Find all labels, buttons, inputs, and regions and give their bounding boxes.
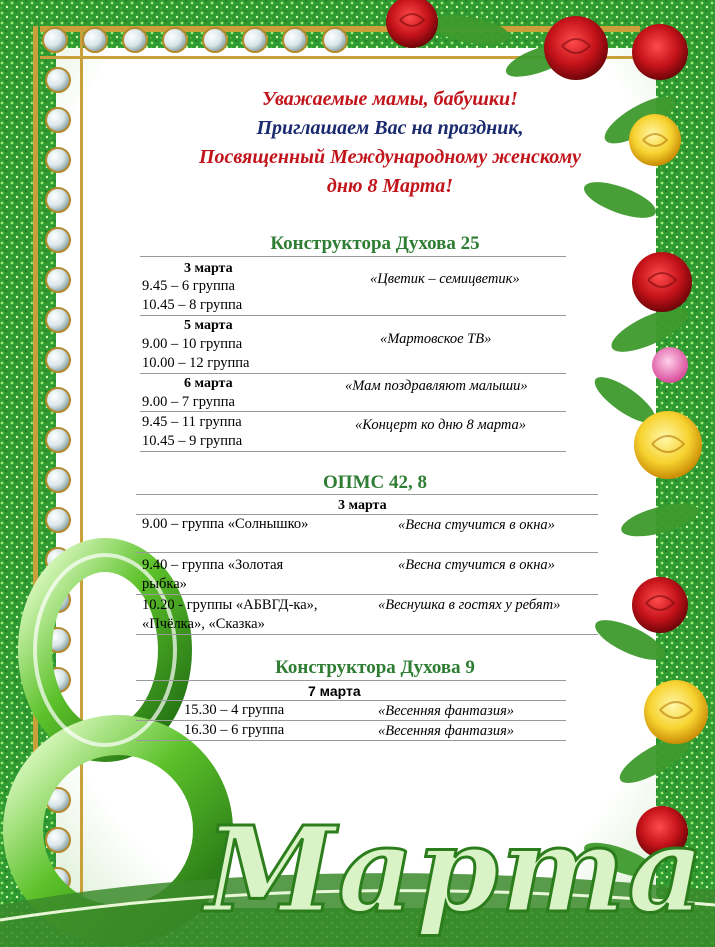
date-label: 5 марта [184,318,233,333]
divider [140,373,566,374]
divider [136,680,566,681]
event-name: «Веснушка в гостях у ребят» [378,597,561,613]
divider [140,256,566,257]
schedule-time: 9.40 – группа «Золотая [142,557,284,573]
event-name: «Концерт ко дню 8 марта» [355,417,527,433]
divider [136,740,566,741]
schedule-time: 15.30 – 4 группа [184,702,285,718]
heading-line-2: Приглашаем Вас на праздник, [256,117,524,139]
schedule-time: 9.00 – 7 группа [142,394,235,410]
schedule-time: 9.45 – 11 группа [142,414,242,430]
schedule-time: 9.45 – 6 группа [142,278,235,294]
heading-line-1: Уважаемые мамы, бабушки! [262,88,518,110]
event-name: «Мам поздравляют малыши» [345,378,528,394]
divider [140,315,566,316]
event-name: «Цветик – семицветик» [370,271,520,287]
date-label: 7 марта [308,683,361,699]
section-title-2: ОПМС 42, 8 [323,472,427,493]
heading-line-3: Посвященный Международному женскому [198,146,582,168]
event-name: «Весна стучится в окна» [398,517,555,533]
divider [136,634,598,635]
schedule-time: 9.00 – 10 группа [142,336,243,352]
schedule-time: 10.45 – 8 группа [142,297,243,313]
divider [136,594,598,595]
schedule-time: 16.30 – 6 группа [184,722,285,738]
schedule-time: 10.00 – 12 группа [142,355,250,371]
event-name: «Весна стучится в окна» [398,557,555,573]
date-label: 3 марта [184,261,233,276]
date-label: 6 марта [184,376,233,391]
divider [136,700,566,701]
schedule-time: рыбка» [142,576,187,592]
schedule-time: 10.45 – 9 группа [142,433,243,449]
heading-line-4: дню 8 Марта! [326,175,454,197]
event-name: «Весенняя фантазия» [378,723,515,739]
schedule-time: 9.00 – группа «Солнышко» [142,516,309,532]
divider [140,451,566,452]
date-label: 3 марта [338,498,387,513]
divider [136,494,598,495]
event-name: «Мартовское ТВ» [380,331,492,347]
divider [136,514,598,515]
divider [136,720,566,721]
event-name: «Весенняя фантазия» [378,703,515,719]
schedule-time: «Пчёлка», «Сказка» [142,616,265,632]
section-title-3: Конструктора Духова 9 [275,657,475,678]
section-title-1: Конструктора Духова 25 [270,233,480,254]
schedule-time: 10.20 - группы «АБВГД-ка», [142,597,318,613]
divider [136,552,598,553]
decorative-script-word: Марта [205,800,706,939]
divider [140,411,566,412]
